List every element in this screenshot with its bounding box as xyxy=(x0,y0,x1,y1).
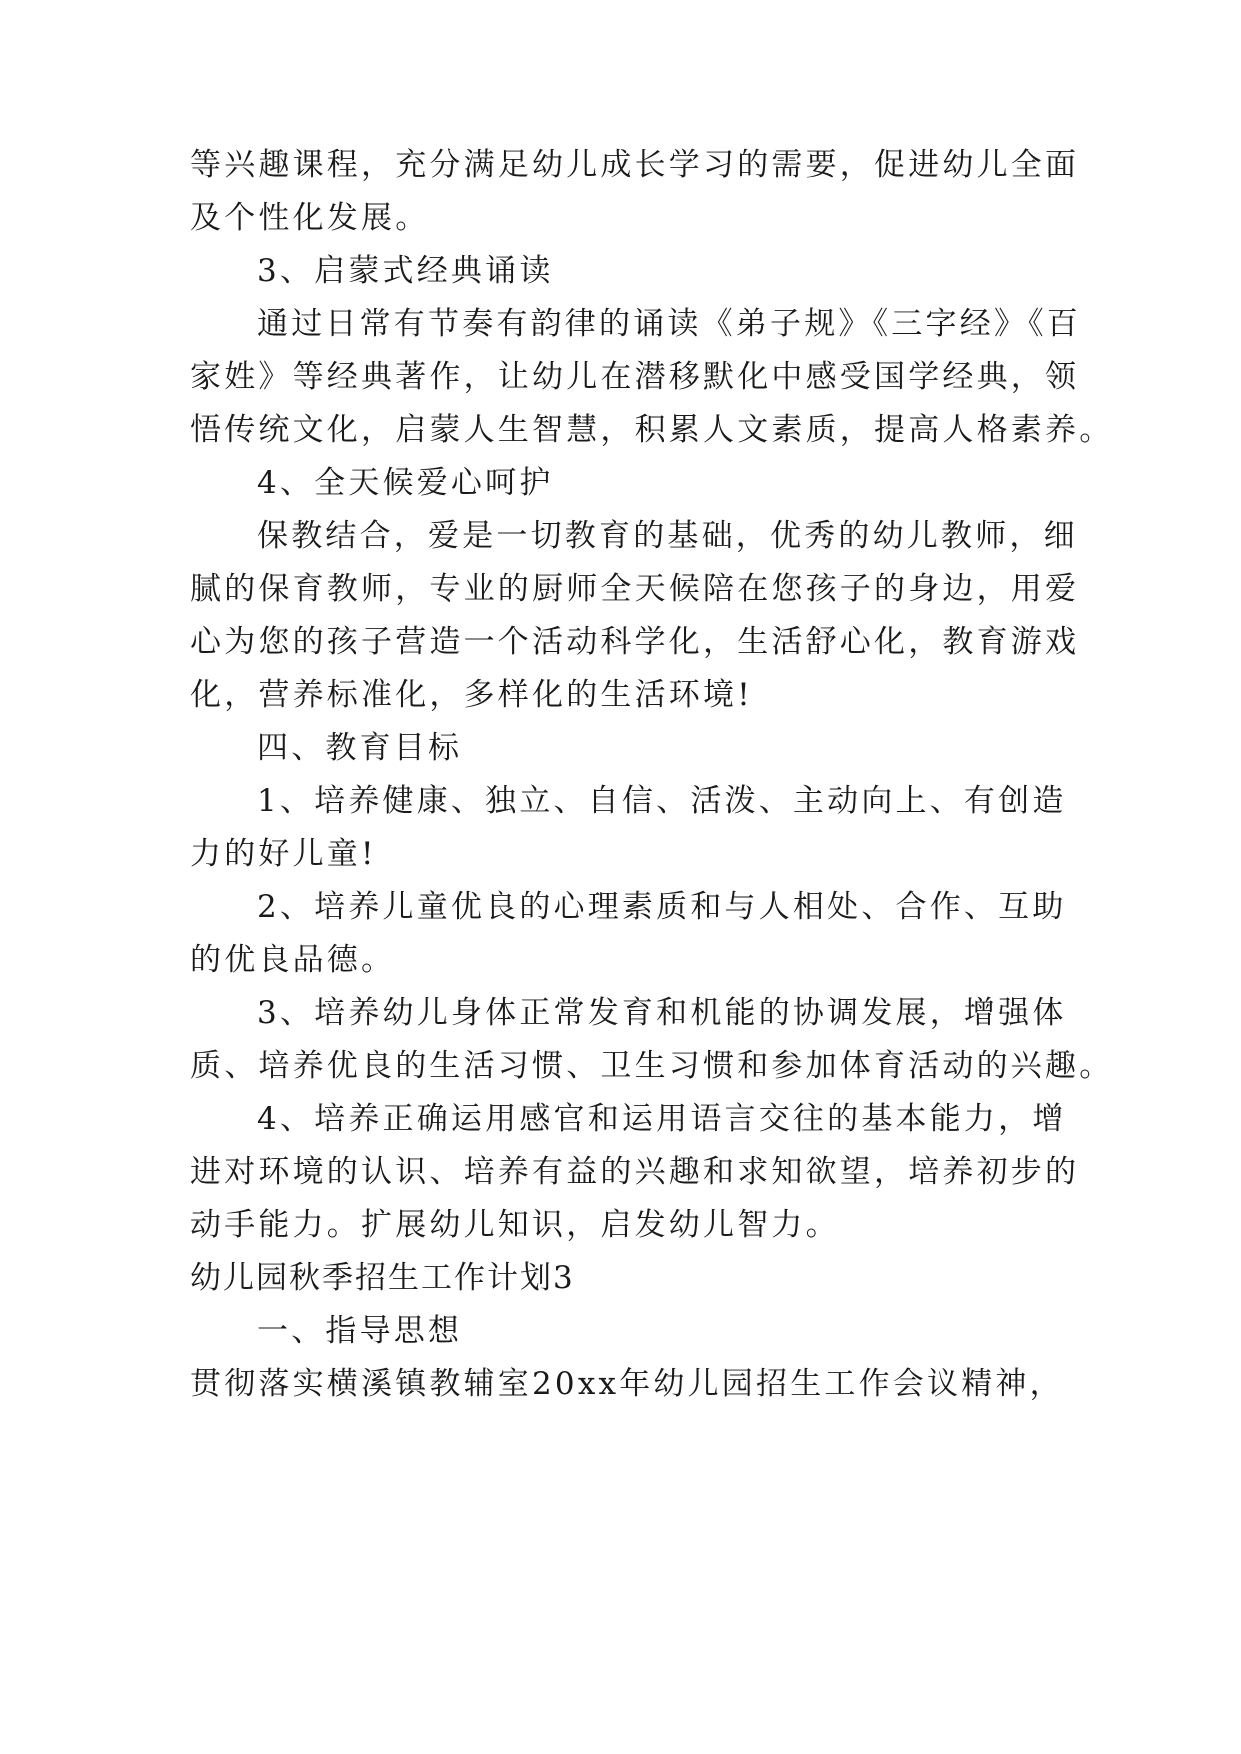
text-line: 家姓》等经典著作，让幼儿在潜移默化中感受国学经典，领 xyxy=(190,359,1080,395)
text-line: 悟传统文化，启蒙人生智慧，积累人文素质，提高人格素养。 xyxy=(190,412,1114,448)
text-line: 进对环境的认识、培养有益的兴趣和求知欲望，培养初步的 xyxy=(190,1154,1080,1190)
text-line: 质、培养优良的生活习惯、卫生习惯和参加体育活动的兴趣。 xyxy=(190,1048,1114,1084)
text-line: 3、培养幼儿身体正常发育和机能的协调发展，增强体 xyxy=(257,995,1067,1031)
section-heading: 四、教育目标 xyxy=(257,730,463,766)
text-line: 的优良品德。 xyxy=(190,942,396,978)
text-line: 力的好儿童! xyxy=(190,836,377,872)
text-line: 通过日常有节奏有韵律的诵读《弟子规》《三字经》《百 xyxy=(257,306,1081,342)
document-title: 幼儿园秋季招生工作计划3 xyxy=(190,1260,575,1296)
section-heading: 一、指导思想 xyxy=(257,1313,463,1349)
text-line: 化，营养标准化，多样化的生活环境! xyxy=(190,677,753,713)
text-line: 贯彻落实横溪镇教辅室20xx年幼儿园招生工作会议精神， xyxy=(190,1366,1064,1402)
text-line: 动手能力。扩展幼儿知识，启发幼儿智力。 xyxy=(190,1207,840,1243)
section-heading: 4、全天候爱心呵护 xyxy=(257,465,554,501)
text-line: 1、培养健康、独立、自信、活泼、主动向上、有创造 xyxy=(257,783,1067,819)
text-line: 心为您的孩子营造一个活动科学化，生活舒心化，教育游戏 xyxy=(190,624,1080,660)
text-line: 等兴趣课程，充分满足幼儿成长学习的需要，促进幼儿全面 xyxy=(190,147,1080,183)
text-line: 4、培养正确运用感官和运用语言交往的基本能力，增 xyxy=(257,1101,1067,1137)
text-line: 及个性化发展。 xyxy=(190,200,430,236)
text-line: 保教结合，爱是一切教育的基础，优秀的幼儿教师，细 xyxy=(257,518,1078,554)
text-line: 腻的保育教师，专业的厨师全天候陪在您孩子的身边，用爱 xyxy=(190,571,1080,607)
section-heading: 3、启蒙式经典诵读 xyxy=(257,253,554,289)
text-line: 2、培养儿童优良的心理素质和与人相处、合作、互助 xyxy=(257,889,1067,925)
